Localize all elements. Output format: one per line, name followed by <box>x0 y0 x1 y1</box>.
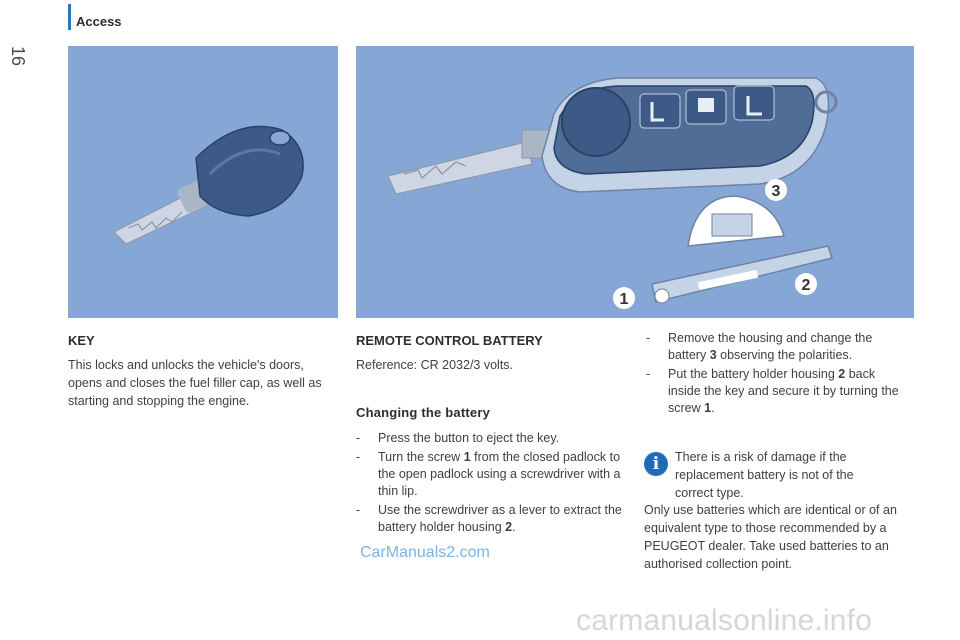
changing-battery-subheading: Changing the battery <box>356 405 491 420</box>
watermark-right: carmanualsonline.info <box>576 604 873 637</box>
svg-text:1: 1 <box>619 291 629 308</box>
list-item: - Press the button to eject the key. <box>356 431 560 445</box>
list-item: - Turn the screw 1 from the closed padlock to the open padlock using a screwdriver with a thin lip. <box>356 450 621 498</box>
page-number: 16 <box>8 46 28 67</box>
key-illustration <box>68 46 338 318</box>
key-description: This locks and unlocks the vehicle's doors, opens and closes the fuel filler cap, as well as starting and stopping the engine. <box>68 358 322 408</box>
callout-2 <box>795 273 817 295</box>
battery-reference: Reference: CR 2032/3 volts. <box>356 358 514 372</box>
list-item: - Remove the housing and change the battery 3 observing the polarities. <box>646 331 873 362</box>
list-item: - Use the screwdriver as a lever to extract the battery holder housing 2. <box>356 503 622 534</box>
section-accent-bar <box>68 4 71 30</box>
battery-disposal-note: Only use batteries which are identical or of an equivalent type to those recommended by a PEUGEOT dealer. Take used batteries to an authorised collection point. <box>644 503 897 571</box>
key-heading: KEY <box>68 333 95 348</box>
watermark-left: CarManuals2.com <box>360 544 490 561</box>
list-item: - Put the battery holder housing 2 back inside the key and secure it by turning the screw 1. <box>646 367 899 415</box>
svg-text:3: 3 <box>771 183 781 200</box>
remote-battery-heading: REMOTE CONTROL BATTERY <box>356 333 543 348</box>
section-title: Access <box>76 14 122 29</box>
info-icon: i <box>644 452 668 476</box>
svg-text:2: 2 <box>801 277 811 294</box>
remote-battery-illustration <box>356 46 914 318</box>
info-note: There is a risk of damage if the replacement battery is not of the correct type. <box>675 450 854 500</box>
callout-1 <box>613 287 635 309</box>
callout-3 <box>765 179 787 201</box>
